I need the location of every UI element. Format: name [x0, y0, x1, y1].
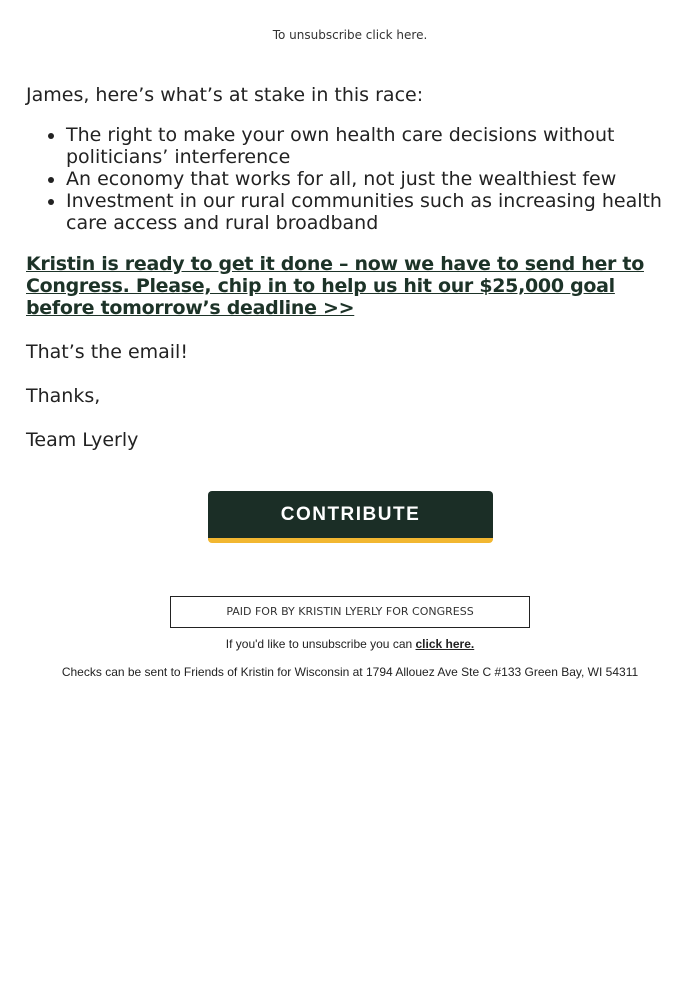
donate-link[interactable]: Kristin is ready to get it done – now we have to send her to Congress. Please, chip in to help us hit our $25,000 goal before tomorrow’s deadline >> — [26, 253, 644, 319]
contribute-button-wrapper — [208, 491, 493, 543]
signoff-text: Thanks, — [26, 385, 101, 407]
footer-unsubscribe — [0, 637, 700, 651]
stakes-list — [26, 124, 676, 234]
unsubscribe-text: If you'd like to unsubscribe you can — [225, 637, 416, 651]
list-item: • Investment in our rural communities such as increasing health care access and rural broadband — [66, 190, 676, 234]
list-item: • The right to make your own health care decisions without politicians’ interference — [66, 124, 676, 168]
top-unsubscribe-note[interactable]: To unsubscribe click here. — [272, 28, 428, 42]
paid-for-disclaimer: PAID FOR BY KRISTIN LYERLY FOR CONGRESS — [170, 596, 530, 628]
contribute-button[interactable]: CONTRIBUTE — [208, 491, 493, 543]
signature: Team Lyerly — [26, 429, 139, 451]
closing-text: That’s the email! — [26, 341, 188, 363]
unsubscribe-link[interactable]: click here. — [415, 637, 475, 651]
email-body — [26, 84, 676, 451]
list-item: • An economy that works for all, not just the wealthiest few — [66, 168, 676, 190]
greeting: James, here’s what’s at stake in this race: — [26, 84, 424, 106]
checks-address: Checks can be sent to Friends of Kristin for Wisconsin at 1794 Allouez Ave Ste C #133 Green Bay, WI 54311 — [61, 665, 639, 679]
